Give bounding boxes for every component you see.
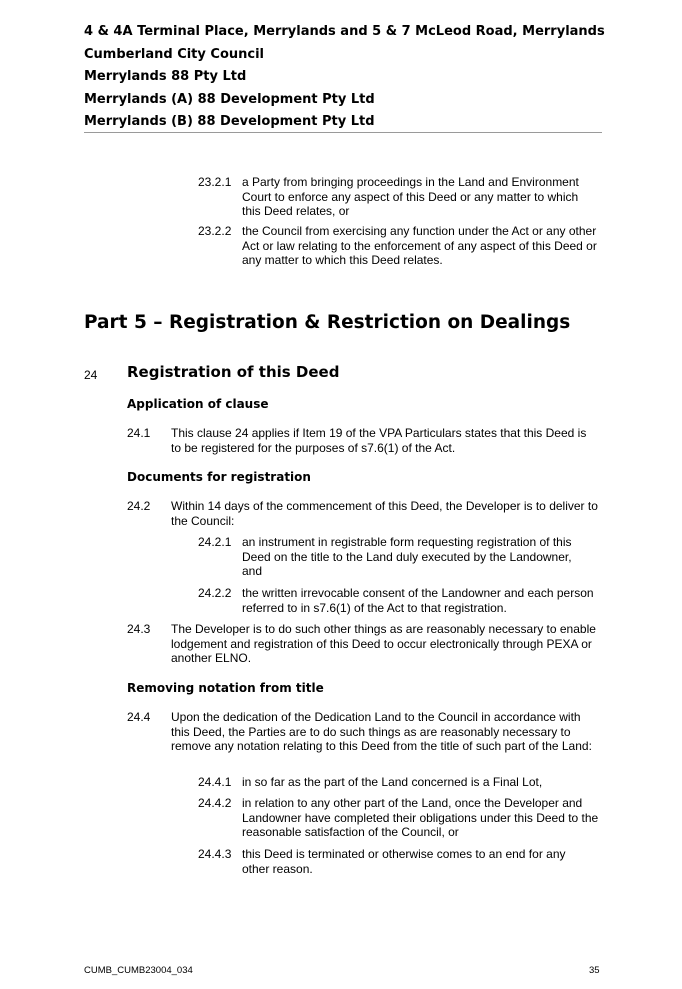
clause-text: The Developer is to do such other things as are reasonably necessary to enable lodgement and registration of this Deed to occur electronically through PEXA or another ELNO. <box>171 622 596 665</box>
part-heading: Part 5 – Registration & Restriction on Dealings <box>84 312 571 333</box>
header-council: Cumberland City Council <box>84 46 265 62</box>
clause-text: Upon the dedication of the Dedication Land to the Council in accordance with this Deed, the Parties are to do such things as are reasonably necessary to remove any notation relating to this Deed from the title of such part of the Land: <box>171 710 592 753</box>
header-property-address: 4 & 4A Terminal Place, Merrylands and 5 & 7 McLeod Road, Merrylands <box>84 24 605 39</box>
header-divider <box>84 132 602 133</box>
clause-text: in relation to any other part of the Land, once the Developer and Landowner have completed their obligations under this Deed to the reasonable satisfaction of the Council, or <box>242 796 599 839</box>
clause-text: Within 14 days of the commencement of this Deed, the Developer is to deliver to the Council: <box>171 499 598 528</box>
clause-number: 24.2.1 <box>198 535 232 549</box>
clause-number: 24.1 <box>127 426 151 440</box>
clause-number: 24.4.3 <box>198 847 232 861</box>
page-number: 35 <box>589 965 600 976</box>
clause-number: 24.4 <box>127 710 151 724</box>
clause-text: this Deed is terminated or otherwise comes to an end for any other reason. <box>242 847 566 876</box>
clause-number: 24.4.1 <box>198 775 232 789</box>
clause-number: 24.4.2 <box>198 796 232 810</box>
header-party-2: Merrylands (A) 88 Development Pty Ltd <box>84 91 375 107</box>
clause-text: the written irrevocable consent of the Landowner and each person referred to in s7.6(1) of the Act to that registration. <box>242 586 594 615</box>
header-party-1: Merrylands 88 Pty Ltd <box>84 69 247 84</box>
clause-number: 24.2.2 <box>198 586 232 600</box>
subheading: Removing notation from title <box>127 681 324 695</box>
clause-text: This clause 24 applies if Item 19 of the VPA Particulars states that this Deed is to be registered for the purposes of s7.6(1) of the Act. <box>171 426 587 455</box>
clause-number: 24 <box>84 368 98 382</box>
clause-number: 23.2.2 <box>198 224 232 238</box>
clause-number: 24.2 <box>127 499 151 513</box>
document-header <box>84 22 605 135</box>
clause-text: an instrument in registrable form requesting registration of this Deed on the title to the Land duly executed by the Landowner, and <box>242 535 572 578</box>
clause-text: a Party from bringing proceedings in the Land and Environment Court to enforce any aspect of this Deed or any matter to which this Deed relates, or <box>242 175 579 218</box>
clause-number: 23.2.1 <box>198 175 232 189</box>
subheading: Documents for registration <box>127 470 311 484</box>
clause-heading: Registration of this Deed <box>127 363 340 381</box>
clause-text: the Council from exercising any function under the Act or any other Act or law relating to the enforcement of any aspect of this Deed or any matter to which this Deed relates. <box>242 224 597 267</box>
clause-number: 24.3 <box>127 622 151 636</box>
clause-text: in so far as the part of the Land concerned is a Final Lot, <box>242 775 543 789</box>
subheading: Application of clause <box>127 397 269 411</box>
document-reference: CUMB_CUMB23004_034 <box>84 965 193 976</box>
header-party-3: Merrylands (B) 88 Development Pty Ltd <box>84 114 375 129</box>
